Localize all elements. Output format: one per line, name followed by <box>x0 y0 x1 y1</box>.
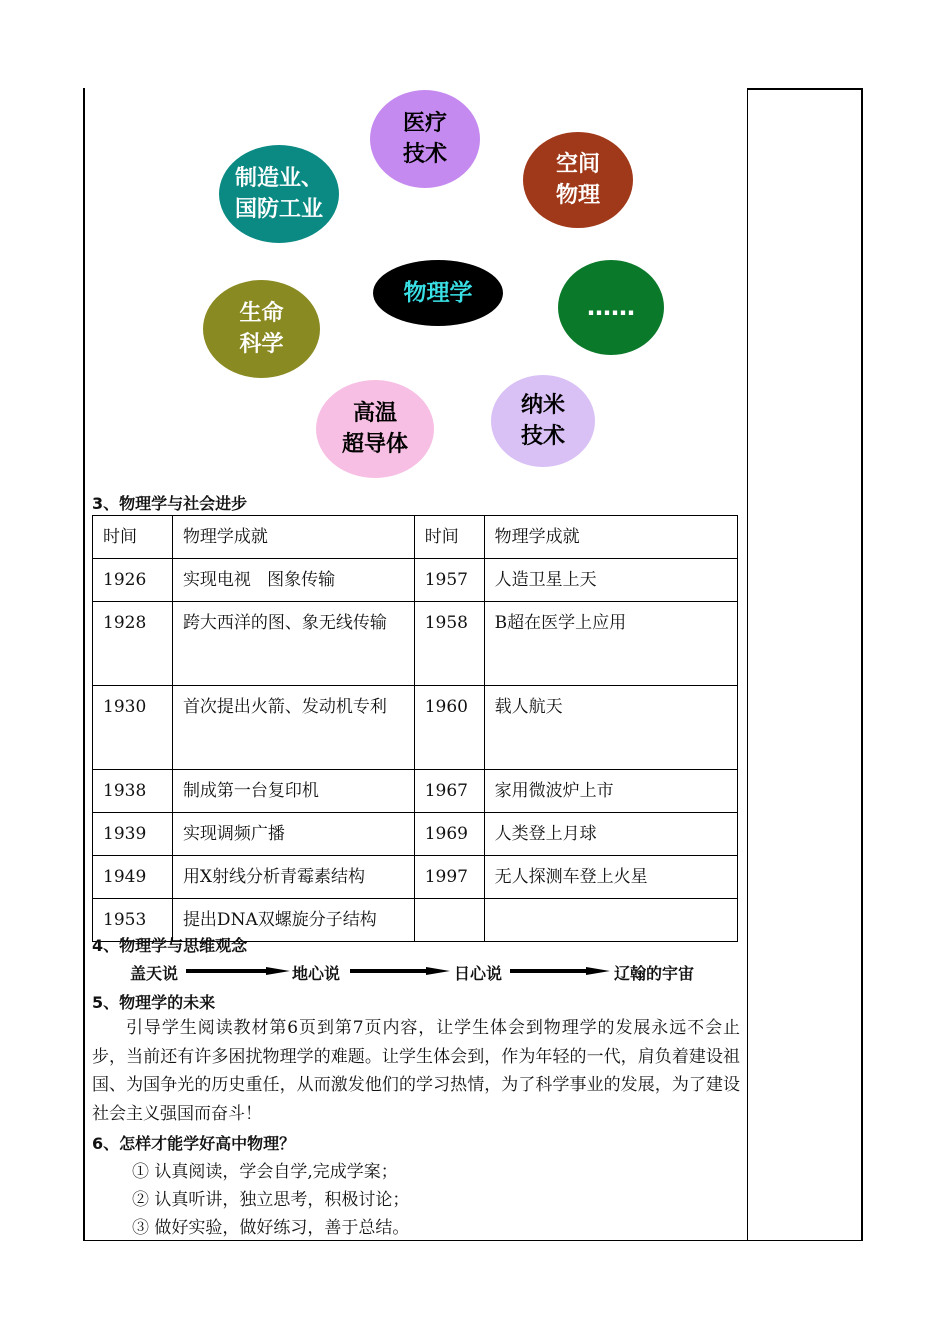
table-cell: 用X射线分析青霉素结构 <box>172 856 414 899</box>
table-cell: 实现调频广播 <box>172 813 414 856</box>
achievements-table <box>92 515 738 942</box>
section4-title: 4、物理学与思维观念 <box>92 936 248 955</box>
table-cell: 1958 <box>414 602 484 686</box>
table-cell: 1969 <box>414 813 484 856</box>
table-cell: 1960 <box>414 686 484 770</box>
table-cell: 提出DNA双螺旋分子结构 <box>172 899 414 942</box>
header-cell: 时间 <box>93 516 173 559</box>
table-row <box>93 813 738 856</box>
table-cell: 1928 <box>93 602 173 686</box>
flow-step: 盖天说 <box>130 964 179 983</box>
flow-step: 辽翰的宇宙 <box>614 964 695 983</box>
arrow-icon <box>186 967 290 975</box>
table-row <box>93 686 738 770</box>
table-cell: 1967 <box>414 770 484 813</box>
table-cell: 无人探测车登上火星 <box>484 856 737 899</box>
table-header-row <box>93 516 738 559</box>
arrow-icon <box>350 967 450 975</box>
table-cell: 1930 <box>93 686 173 770</box>
table-cell: 实现电视 图象传输 <box>172 559 414 602</box>
flow-step: 日心说 <box>454 964 503 983</box>
header-cell: 时间 <box>414 516 484 559</box>
table-row <box>93 856 738 899</box>
column-divider <box>747 88 748 1241</box>
study-tips-list <box>132 1158 409 1242</box>
flow-step: 地心说 <box>292 964 341 983</box>
section6-title: 6、怎样才能学好高中物理？ <box>92 1134 296 1153</box>
table-cell: B超在医学上应用 <box>484 602 737 686</box>
table-cell: 1957 <box>414 559 484 602</box>
node-medical: 医疗 技术 <box>370 90 480 188</box>
arrow-icon <box>510 967 610 975</box>
table-cell: 人造卫星上天 <box>484 559 737 602</box>
header-cell: 物理学成就 <box>484 516 737 559</box>
table-cell: 1926 <box>93 559 173 602</box>
table-cell: 家用微波炉上市 <box>484 770 737 813</box>
table-cell: 人类登上月球 <box>484 813 737 856</box>
table-cell <box>414 899 484 942</box>
table-cell: 1949 <box>93 856 173 899</box>
node-center-physics: 物理学 <box>373 260 503 326</box>
table-row <box>93 559 738 602</box>
table-cell: 1997 <box>414 856 484 899</box>
table-cell <box>484 899 737 942</box>
section5-paragraph: 引导学生阅读教材第6页到第7页内容，让学生体会到物理学的发展永远不会止步，当前还有许多困扰物理学的难题。让学生体会到，作为年轻的一代，肩负着建设祖国、为国争光的历史重任，从而激发他们的学习热情，为了科学事业的发展，为了建设社会主义强国而奋斗！ <box>92 1018 740 1124</box>
node-manufacturing: 制造业、 国防工业 <box>219 145 339 243</box>
node-life-science: 生命 科学 <box>203 280 320 378</box>
table-cell: 制成第一台复印机 <box>172 770 414 813</box>
table-row <box>93 602 738 686</box>
table-row <box>93 770 738 813</box>
header-cell: 物理学成就 <box>172 516 414 559</box>
node-nano: 纳米 技术 <box>491 375 595 467</box>
frame-top-border <box>748 88 863 90</box>
node-superconductor: 高温 超导体 <box>316 380 434 478</box>
node-space-physics: 空间 物理 <box>523 132 633 228</box>
table-cell: 载人航天 <box>484 686 737 770</box>
section3-title: 3、物理学与社会进步 <box>92 494 248 513</box>
list-item: ② 认真听讲，独立思考，积极讨论； <box>132 1190 410 1210</box>
table-cell: 1939 <box>93 813 173 856</box>
cosmology-flow <box>130 958 730 984</box>
list-item: ① 认真阅读，学会自学,完成学案； <box>132 1162 398 1182</box>
node-more: …… <box>558 260 664 355</box>
table-cell: 1953 <box>93 899 173 942</box>
table-cell: 首次提出火箭、发动机专利 <box>172 686 414 770</box>
list-item: ③ 做好实验，做好练习，善于总结。 <box>132 1218 410 1238</box>
section5-title: 5、物理学的未来 <box>92 993 216 1012</box>
table-cell: 跨大西洋的图、象无线传输 <box>172 602 414 686</box>
table-cell: 1938 <box>93 770 173 813</box>
